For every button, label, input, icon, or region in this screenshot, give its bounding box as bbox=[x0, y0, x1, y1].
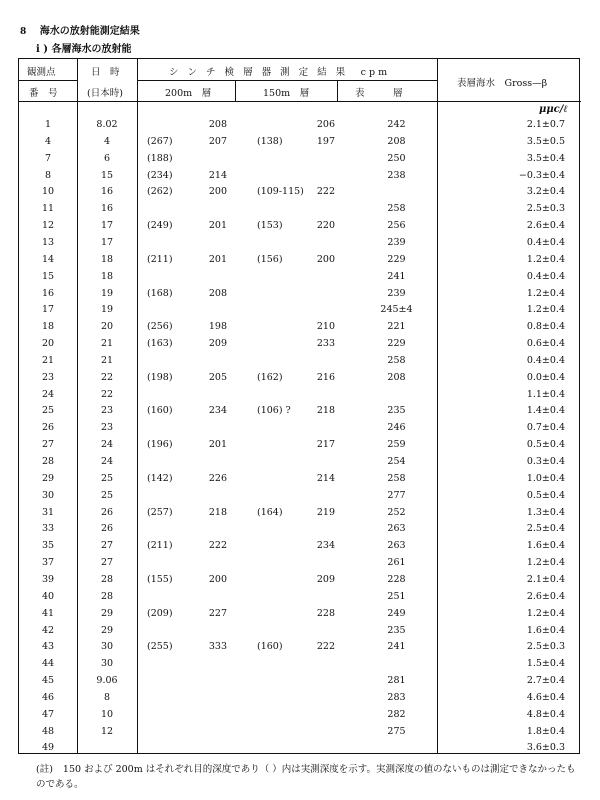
station-number-cell: 21 bbox=[41, 354, 55, 366]
count-surface-cell: 241 bbox=[387, 641, 406, 653]
gross-beta-cell: 2.6±0.4 bbox=[526, 590, 565, 602]
date-cell: 28 bbox=[100, 573, 114, 585]
station-number-cell: 45 bbox=[41, 675, 55, 687]
table-row bbox=[19, 639, 581, 655]
gross-beta-cell: 0.0±0.4 bbox=[526, 371, 565, 383]
count-150m-cell: 214 bbox=[316, 472, 335, 484]
station-number-cell: 11 bbox=[41, 203, 55, 215]
table-row bbox=[19, 690, 581, 706]
header-station-number: 番 号 bbox=[29, 88, 58, 99]
station-number-cell: 25 bbox=[41, 405, 55, 417]
count-surface-cell: 258 bbox=[387, 472, 406, 484]
station-number-cell: 31 bbox=[41, 506, 55, 518]
header-gross-beta: 表層海水 Gross—β bbox=[457, 78, 548, 89]
date-cell: 6 bbox=[103, 152, 111, 164]
date-cell: 24 bbox=[100, 456, 114, 467]
count-150m-cell: 222 bbox=[316, 641, 335, 653]
date-cell: 17 bbox=[100, 220, 114, 232]
table-row bbox=[19, 656, 581, 672]
count-200m-cell: 201 bbox=[208, 439, 227, 451]
gross-beta-cell: 1.2±0.4 bbox=[526, 607, 565, 619]
count-surface-cell: 241 bbox=[387, 270, 406, 282]
gross-beta-cell: 1.0±0.4 bbox=[526, 472, 565, 484]
station-number-cell: 16 bbox=[41, 287, 55, 299]
count-surface-cell: 263 bbox=[387, 540, 406, 552]
gross-beta-cell: 2.6±0.4 bbox=[526, 220, 565, 232]
count-150m-cell: 234 bbox=[316, 540, 335, 552]
table-row bbox=[19, 521, 581, 537]
gross-beta-cell: 3.5±0.5 bbox=[526, 135, 565, 147]
count-150m-cell: 210 bbox=[316, 321, 335, 333]
gross-beta-cell: 1.2±0.4 bbox=[526, 253, 565, 265]
measured-depth-150-cell: (162) bbox=[257, 371, 283, 383]
gross-beta-cell: 1.1±0.4 bbox=[526, 388, 565, 400]
table-row bbox=[19, 387, 581, 403]
measured-depth-200-cell: (163) bbox=[147, 338, 173, 350]
count-200m-cell: 200 bbox=[208, 186, 227, 198]
count-150m-cell: 228 bbox=[316, 607, 335, 619]
gross-beta-cell: 0.5±0.4 bbox=[526, 489, 565, 501]
station-number-cell: 39 bbox=[41, 573, 55, 585]
measured-depth-150-cell: (164) bbox=[257, 506, 283, 518]
measured-depth-200-cell: (262) bbox=[147, 186, 173, 198]
table-row bbox=[19, 420, 581, 436]
table-row bbox=[19, 488, 581, 504]
gross-beta-cell: 3.5±0.4 bbox=[526, 152, 565, 164]
date-cell: 22 bbox=[100, 388, 114, 400]
gross-beta-cell: 0.4±0.4 bbox=[526, 236, 565, 248]
header-surface: 表 層 bbox=[355, 88, 403, 99]
header-date-japan-time: (日本時) bbox=[87, 88, 123, 99]
count-surface-cell: 246 bbox=[387, 422, 406, 434]
count-200m-cell: 201 bbox=[208, 220, 227, 232]
gross-beta-cell: 1.2±0.4 bbox=[526, 304, 565, 316]
count-200m-cell: 333 bbox=[208, 641, 227, 653]
column-rule bbox=[235, 80, 236, 101]
gross-beta-cell: 0.7±0.4 bbox=[526, 422, 565, 434]
measured-depth-200-cell: (198) bbox=[147, 371, 173, 383]
table-row bbox=[19, 201, 581, 217]
header-date: 日 時 bbox=[91, 67, 120, 78]
count-surface-cell: 242 bbox=[387, 119, 406, 130]
station-number-cell: 20 bbox=[41, 338, 55, 350]
table-row bbox=[19, 606, 581, 622]
count-200m-cell: 234 bbox=[208, 405, 227, 417]
count-150m-cell: 217 bbox=[316, 439, 335, 451]
gross-beta-cell: 2.1±0.7 bbox=[526, 119, 565, 130]
gross-beta-cell: 1.3±0.4 bbox=[526, 506, 565, 518]
station-number-cell: 29 bbox=[41, 472, 55, 484]
station-number-cell: 12 bbox=[41, 220, 55, 232]
measured-depth-200-cell: (209) bbox=[147, 607, 173, 619]
station-number-cell: 27 bbox=[41, 439, 55, 451]
unit-label: μμc/ℓ bbox=[539, 104, 568, 115]
station-number-cell: 44 bbox=[41, 658, 55, 670]
count-200m-cell: 207 bbox=[208, 135, 227, 147]
station-number-cell: 43 bbox=[41, 641, 55, 653]
count-surface-cell: 238 bbox=[387, 169, 406, 181]
table-row bbox=[19, 252, 581, 268]
station-number-cell: 18 bbox=[41, 321, 55, 333]
count-surface-cell: 228 bbox=[387, 573, 406, 585]
count-200m-cell: 226 bbox=[208, 472, 227, 484]
table-row bbox=[19, 572, 581, 588]
measured-depth-200-cell: (196) bbox=[147, 439, 173, 451]
date-cell: 18 bbox=[100, 253, 114, 265]
table-row bbox=[19, 168, 581, 184]
gross-beta-cell: 0.8±0.4 bbox=[526, 321, 565, 333]
gross-beta-cell: 1.2±0.4 bbox=[526, 287, 565, 299]
count-surface-cell: 221 bbox=[387, 321, 406, 333]
date-cell: 24 bbox=[100, 439, 114, 451]
count-surface-cell: 259 bbox=[387, 439, 406, 451]
station-number-cell: 13 bbox=[41, 236, 55, 248]
footnote bbox=[36, 762, 576, 792]
station-number-cell: 41 bbox=[41, 607, 55, 619]
table-row bbox=[19, 235, 581, 251]
count-150m-cell: 222 bbox=[316, 186, 335, 198]
count-surface-cell: 239 bbox=[387, 236, 406, 248]
count-surface-cell: 250 bbox=[387, 152, 406, 164]
count-surface-cell: 275 bbox=[387, 725, 406, 737]
count-surface-cell: 261 bbox=[387, 557, 406, 569]
table-row bbox=[19, 673, 581, 689]
gross-beta-cell: 4.8±0.4 bbox=[526, 708, 565, 720]
count-surface-cell: 256 bbox=[387, 220, 406, 232]
results-table bbox=[18, 58, 580, 754]
count-surface-cell: 254 bbox=[387, 456, 406, 467]
count-200m-cell: 200 bbox=[208, 573, 227, 585]
gross-beta-cell: 0.3±0.4 bbox=[526, 456, 565, 467]
table-row bbox=[19, 218, 581, 234]
measured-depth-200-cell: (211) bbox=[147, 540, 173, 552]
table-row bbox=[19, 370, 581, 386]
measured-depth-150-cell: (109-115) bbox=[257, 186, 304, 198]
station-number-cell: 14 bbox=[41, 253, 55, 265]
count-200m-cell: 218 bbox=[208, 506, 227, 518]
table-row bbox=[19, 184, 581, 200]
count-surface-cell: 251 bbox=[387, 590, 406, 602]
gross-beta-cell: 2.5±0.4 bbox=[526, 523, 565, 535]
count-surface-cell: 245±4 bbox=[380, 304, 413, 316]
gross-beta-cell: 4.6±0.4 bbox=[526, 691, 565, 703]
count-surface-cell: 258 bbox=[387, 354, 406, 366]
station-number-cell: 48 bbox=[41, 725, 55, 737]
gross-beta-cell: 2.5±0.3 bbox=[526, 641, 565, 653]
measured-depth-200-cell: (257) bbox=[147, 506, 173, 518]
count-surface-cell: 208 bbox=[387, 371, 406, 383]
measured-depth-200-cell: (267) bbox=[147, 135, 173, 147]
header-200m: 200m 層 bbox=[165, 88, 212, 99]
table-row bbox=[19, 724, 581, 740]
date-cell: 18 bbox=[100, 270, 114, 282]
date-cell: 16 bbox=[100, 186, 114, 198]
table-row bbox=[19, 336, 581, 352]
gross-beta-cell: 0.4±0.4 bbox=[526, 354, 565, 366]
station-number-cell: 7 bbox=[44, 152, 52, 164]
count-surface-cell: 283 bbox=[387, 691, 406, 703]
table-row bbox=[19, 117, 581, 133]
date-cell: 21 bbox=[100, 354, 114, 366]
header-rule bbox=[19, 101, 581, 102]
date-cell: 8 bbox=[103, 691, 111, 703]
count-150m-cell: 218 bbox=[316, 405, 335, 417]
table-row bbox=[19, 403, 581, 419]
station-number-cell: 47 bbox=[41, 708, 55, 720]
measured-depth-200-cell: (188) bbox=[147, 152, 173, 164]
table-row bbox=[19, 286, 581, 302]
date-cell: 23 bbox=[100, 422, 114, 434]
gross-beta-cell: −0.3±0.4 bbox=[518, 169, 565, 181]
count-surface-cell: 263 bbox=[387, 523, 406, 535]
count-surface-cell: 239 bbox=[387, 287, 406, 299]
date-cell: 4 bbox=[103, 135, 111, 147]
gross-beta-cell: 2.5±0.3 bbox=[526, 203, 565, 215]
station-number-cell: 26 bbox=[41, 422, 55, 434]
date-cell: 21 bbox=[100, 338, 114, 350]
station-number-cell: 35 bbox=[41, 540, 55, 552]
count-surface-cell: 229 bbox=[387, 253, 406, 265]
count-200m-cell: 198 bbox=[208, 321, 227, 333]
section-number: 8 bbox=[20, 27, 27, 37]
station-number-cell: 1 bbox=[44, 119, 52, 130]
station-number-cell: 28 bbox=[41, 456, 55, 467]
date-cell: 10 bbox=[100, 708, 114, 720]
table-row bbox=[19, 151, 581, 167]
footnote-mark: (註) bbox=[36, 764, 53, 775]
station-number-cell: 37 bbox=[41, 557, 55, 569]
header-rule bbox=[19, 80, 77, 81]
station-number-cell: 23 bbox=[41, 371, 55, 383]
count-200m-cell: 227 bbox=[208, 607, 227, 619]
count-150m-cell: 200 bbox=[316, 253, 335, 265]
date-cell: 19 bbox=[100, 304, 114, 316]
date-cell: 25 bbox=[100, 489, 114, 501]
count-200m-cell: 201 bbox=[208, 253, 227, 265]
station-number-cell: 15 bbox=[41, 270, 55, 282]
date-cell: 23 bbox=[100, 405, 114, 417]
header-scintillation: シ ン チ 検 層 器 測 定 結 果 cpm bbox=[169, 67, 391, 78]
date-cell: 9.06 bbox=[96, 675, 118, 687]
date-cell: 20 bbox=[100, 321, 114, 333]
count-150m-cell: 197 bbox=[316, 135, 335, 147]
measured-depth-150-cell: (153) bbox=[257, 220, 283, 232]
gross-beta-cell: 1.4±0.4 bbox=[526, 405, 565, 417]
station-number-cell: 49 bbox=[41, 742, 55, 754]
header-150m: 150m 層 bbox=[263, 88, 310, 99]
station-number-cell: 46 bbox=[41, 691, 55, 703]
date-cell: 27 bbox=[100, 557, 114, 569]
measured-depth-150-cell: (106) ? bbox=[257, 405, 291, 417]
measured-depth-200-cell: (168) bbox=[147, 287, 173, 299]
table-row bbox=[19, 353, 581, 369]
table-row bbox=[19, 707, 581, 723]
table-row bbox=[19, 623, 581, 639]
station-number-cell: 33 bbox=[41, 523, 55, 535]
footnote-text: 150 および 200m はそれぞれ目的深度であり（ ）内は実測深度を示す。実測深度の値のないものは測定できなかったものである。 bbox=[36, 764, 576, 790]
date-cell: 29 bbox=[100, 607, 114, 619]
table-row bbox=[19, 505, 581, 521]
header-rule bbox=[137, 80, 437, 81]
station-number-cell: 8 bbox=[44, 169, 52, 181]
gross-beta-cell: 0.5±0.4 bbox=[526, 439, 565, 451]
date-cell: 27 bbox=[100, 540, 114, 552]
date-cell: 30 bbox=[100, 658, 114, 670]
count-200m-cell: 209 bbox=[208, 338, 227, 350]
station-number-cell: 42 bbox=[41, 624, 55, 636]
count-150m-cell: 220 bbox=[316, 220, 335, 232]
station-number-cell: 4 bbox=[44, 135, 52, 147]
count-150m-cell: 206 bbox=[316, 119, 335, 130]
count-200m-cell: 205 bbox=[208, 371, 227, 383]
section-heading bbox=[20, 22, 140, 37]
count-surface-cell: 208 bbox=[387, 135, 406, 147]
table-row bbox=[19, 319, 581, 335]
measured-depth-200-cell: (211) bbox=[147, 253, 173, 265]
table-row bbox=[19, 471, 581, 487]
count-surface-cell: 235 bbox=[387, 405, 406, 417]
column-rule bbox=[337, 80, 338, 101]
table-row bbox=[19, 538, 581, 554]
gross-beta-cell: 1.8±0.4 bbox=[526, 725, 565, 737]
date-cell: 30 bbox=[100, 641, 114, 653]
count-surface-cell: 229 bbox=[387, 338, 406, 350]
section-title: 海水の放射能測定結果 bbox=[39, 26, 140, 37]
date-cell: 28 bbox=[100, 590, 114, 602]
table-row bbox=[19, 740, 581, 756]
table-row bbox=[19, 302, 581, 318]
count-200m-cell: 208 bbox=[208, 287, 227, 299]
count-surface-cell: 277 bbox=[387, 489, 406, 501]
count-surface-cell: 235 bbox=[387, 624, 406, 636]
station-number-cell: 24 bbox=[41, 388, 55, 400]
count-200m-cell: 222 bbox=[208, 540, 227, 552]
count-surface-cell: 258 bbox=[387, 203, 406, 215]
count-150m-cell: 209 bbox=[316, 573, 335, 585]
date-cell: 29 bbox=[100, 624, 114, 636]
measured-depth-150-cell: (156) bbox=[257, 253, 283, 265]
measured-depth-200-cell: (255) bbox=[147, 641, 173, 653]
gross-beta-cell: 2.7±0.4 bbox=[526, 675, 565, 687]
gross-beta-cell: 3.6±0.3 bbox=[526, 742, 565, 754]
date-cell: 25 bbox=[100, 472, 114, 484]
gross-beta-cell: 1.6±0.4 bbox=[526, 540, 565, 552]
table-row bbox=[19, 589, 581, 605]
measured-depth-200-cell: (160) bbox=[147, 405, 173, 417]
header-station: 観測点 bbox=[27, 67, 56, 78]
date-cell: 17 bbox=[100, 236, 114, 248]
date-cell: 8.02 bbox=[96, 119, 118, 130]
measured-depth-200-cell: (234) bbox=[147, 169, 173, 181]
gross-beta-cell: 2.1±0.4 bbox=[526, 573, 565, 585]
station-number-cell: 17 bbox=[41, 304, 55, 316]
count-150m-cell: 233 bbox=[316, 338, 335, 350]
table-row bbox=[19, 437, 581, 453]
measured-depth-150-cell: (138) bbox=[257, 135, 283, 147]
count-surface-cell: 281 bbox=[387, 675, 406, 687]
gross-beta-cell: 1.2±0.4 bbox=[526, 557, 565, 569]
date-cell: 12 bbox=[100, 725, 114, 737]
measured-depth-200-cell: (155) bbox=[147, 573, 173, 585]
station-number-cell: 10 bbox=[41, 186, 55, 198]
count-200m-cell: 214 bbox=[208, 169, 227, 181]
gross-beta-cell: 3.2±0.4 bbox=[526, 186, 565, 198]
measured-depth-200-cell: (142) bbox=[147, 472, 173, 484]
count-surface-cell: 282 bbox=[387, 708, 406, 720]
date-cell: 22 bbox=[100, 371, 114, 383]
count-200m-cell: 208 bbox=[208, 119, 227, 130]
gross-beta-cell: 0.6±0.4 bbox=[526, 338, 565, 350]
station-number-cell: 30 bbox=[41, 489, 55, 501]
count-150m-cell: 216 bbox=[316, 371, 335, 383]
measured-depth-200-cell: (256) bbox=[147, 321, 173, 333]
table-row bbox=[19, 134, 581, 150]
date-cell: 26 bbox=[100, 523, 114, 535]
subsection-heading: i ) 各層海水の放射能 bbox=[36, 44, 132, 55]
table-row bbox=[19, 555, 581, 571]
gross-beta-cell: 0.4±0.4 bbox=[526, 270, 565, 282]
table-row bbox=[19, 454, 581, 470]
count-surface-cell: 249 bbox=[387, 607, 406, 619]
table-row bbox=[19, 269, 581, 285]
date-cell: 15 bbox=[100, 169, 114, 181]
gross-beta-cell: 1.5±0.4 bbox=[526, 658, 565, 670]
date-cell: 26 bbox=[100, 506, 114, 518]
count-surface-cell: 252 bbox=[387, 506, 406, 518]
measured-depth-150-cell: (160) bbox=[257, 641, 283, 653]
measured-depth-200-cell: (249) bbox=[147, 220, 173, 232]
count-150m-cell: 219 bbox=[316, 506, 335, 518]
station-number-cell: 40 bbox=[41, 590, 55, 602]
date-cell: 16 bbox=[100, 203, 114, 215]
date-cell: 19 bbox=[100, 287, 114, 299]
gross-beta-cell: 1.6±0.4 bbox=[526, 624, 565, 636]
